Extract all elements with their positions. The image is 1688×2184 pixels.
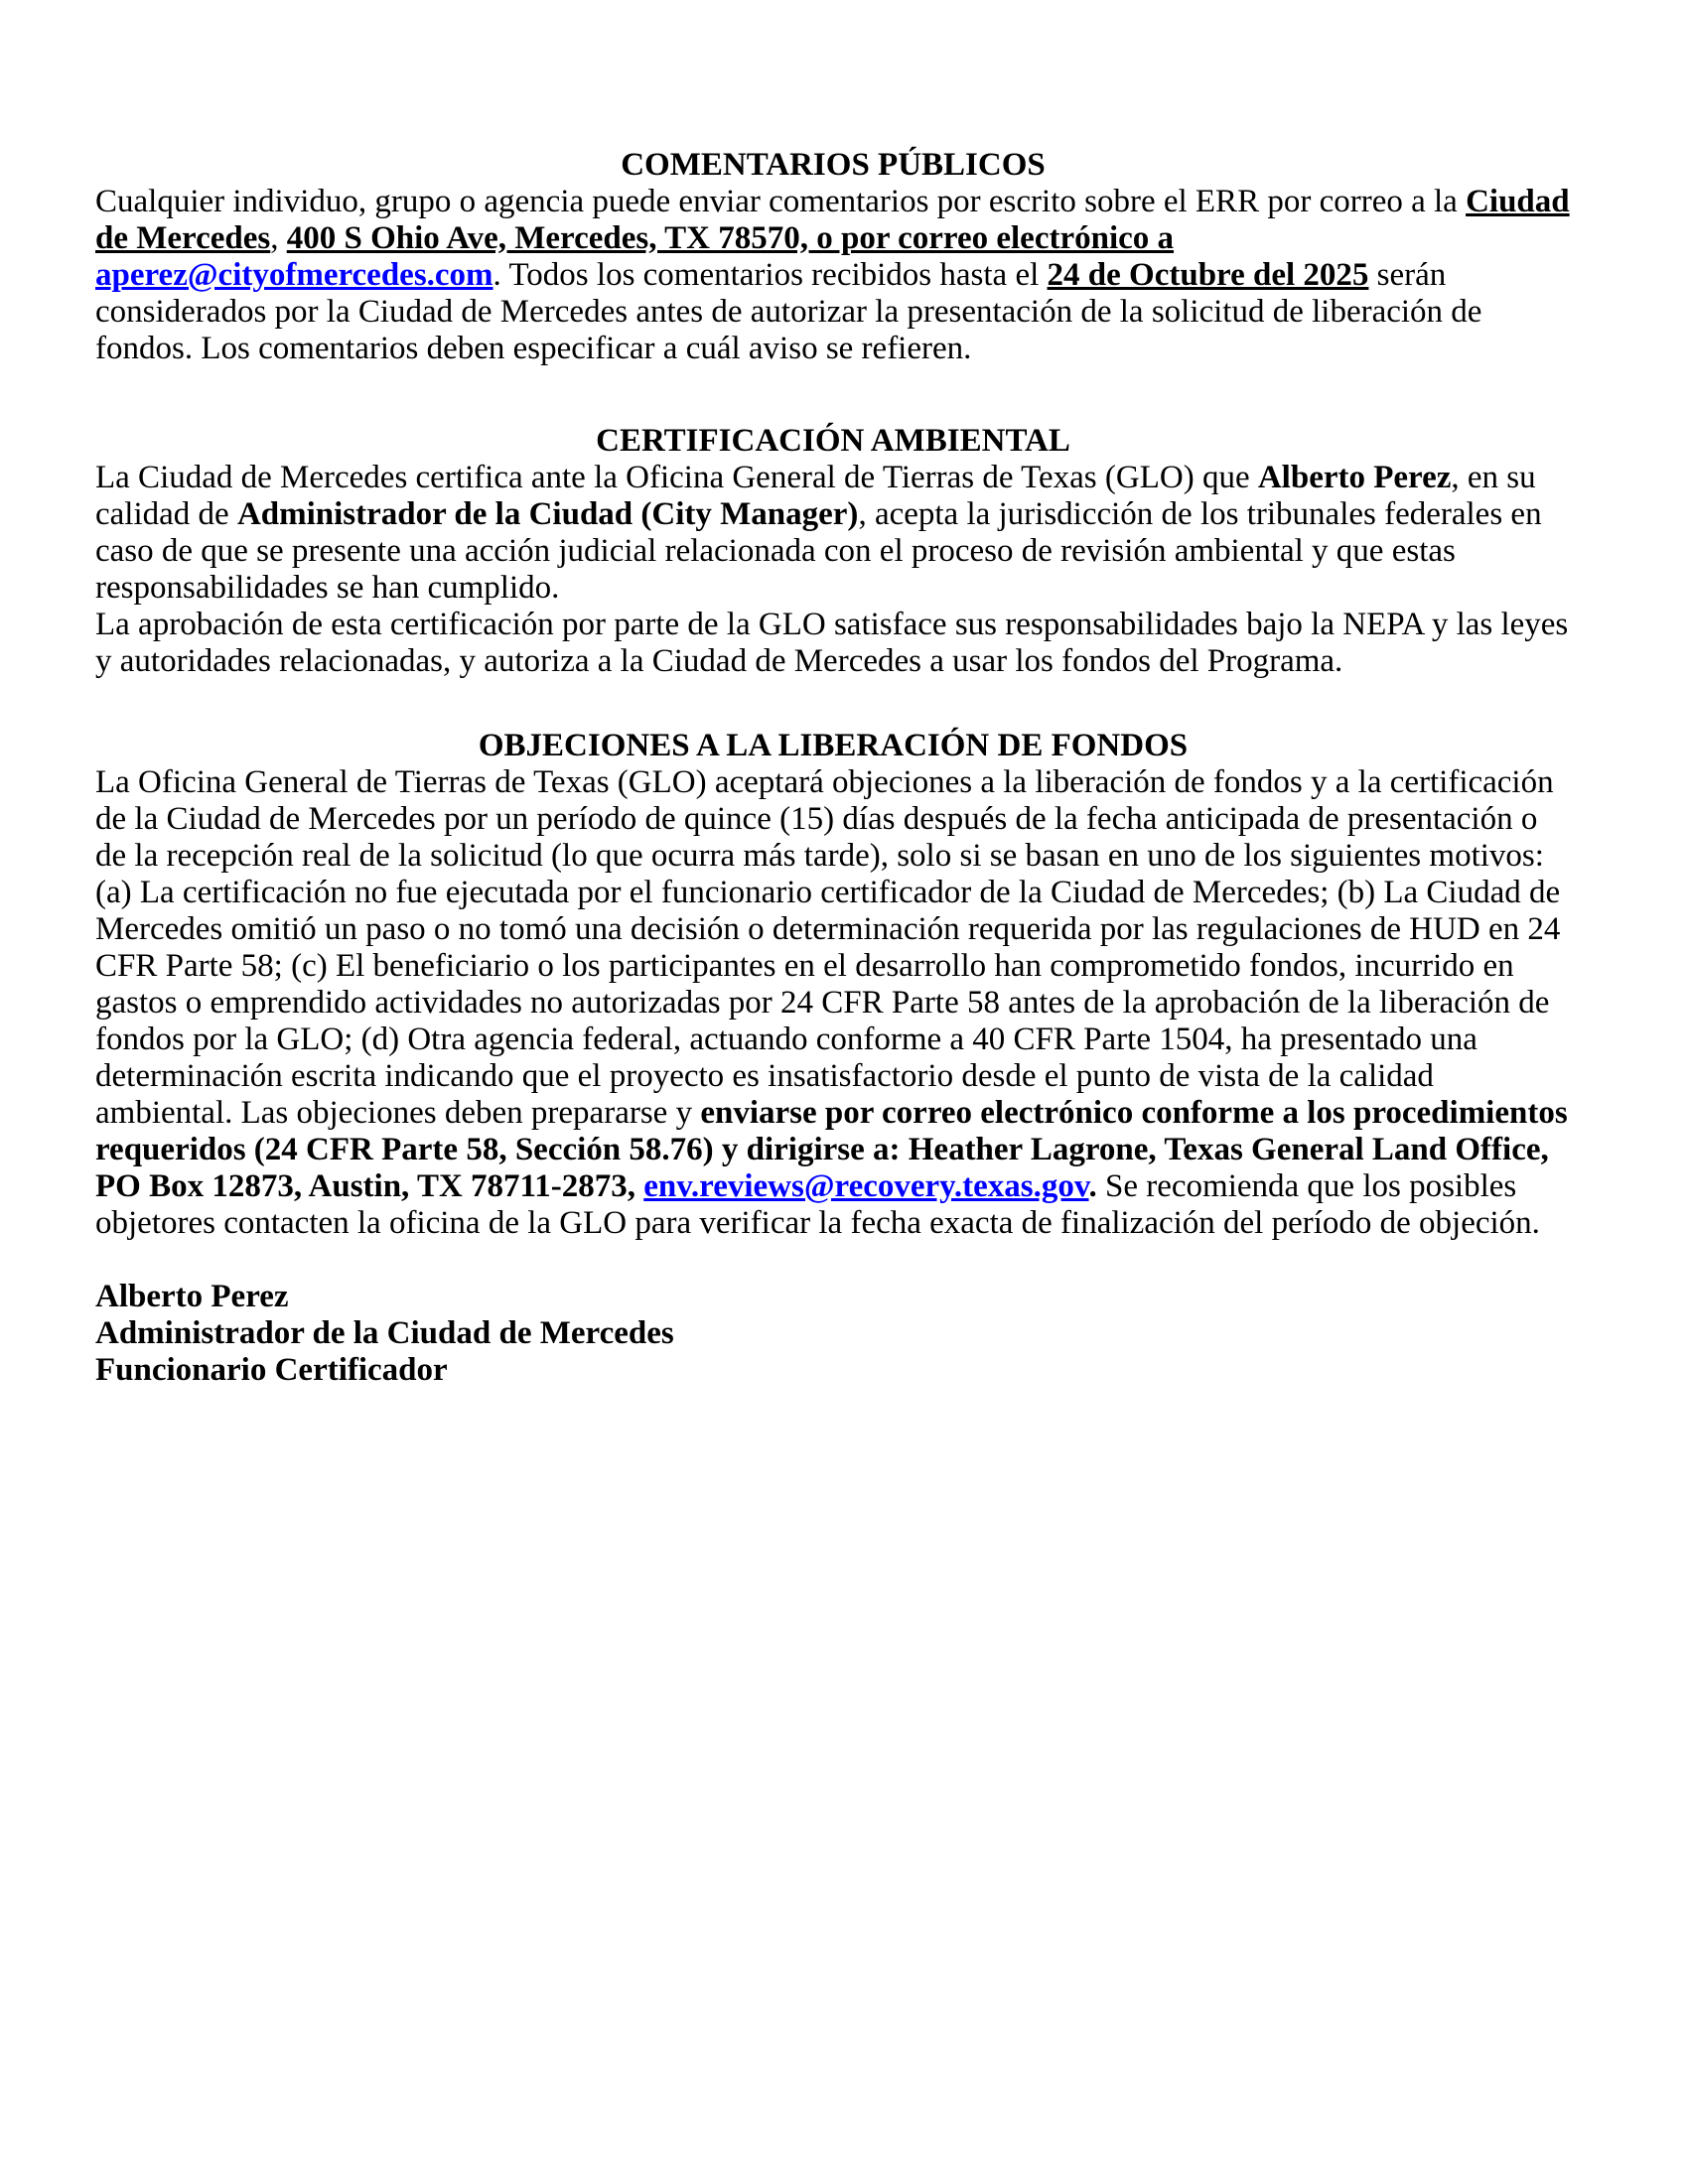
text-segment: serán considerados por la Ciudad de Mercedes antes de autorizar la presentación de la solicitud de liberación de fondos. Los comentarios deben especificar a cuál aviso se refieren. <box>95 257 1482 366</box>
glo-email-link[interactable]: env.reviews@recovery.texas.gov <box>643 1168 1089 1204</box>
mailing-address-emphasis: 400 S Ohio Ave, Mercedes, TX 78570, o por correo electrónico a <box>286 220 1175 256</box>
text-segment: La Oficina General de Tierras de Texas (GLO) aceptará objeciones a la liberación de fondos y a la certificación de la Ciudad de Mercedes por un período de quince (15) días después de la fecha anticipada de presentación o de la recepción real de la solicitud (lo que ocurra más tarde), solo si se basan en uno de los siguientes motivos: (a) La certificación no fue ejecutada por el funcionario certificador de la Ciudad de Mercedes; (b) La Ciudad de Mercedes omitió un paso o no tomó una decisión o determinación requerida por las regulaciones de HUD en 24 CFR Parte 58; (c) El beneficiario o los participantes en el desarrollo han comprometido fondos, incurrido en gastos o emprendido actividades no autorizadas por 24 CFR Parte 58 antes de la aprobación de la liberación de fondos por la GLO; (d) Otra agencia federal, actuando conforme a 40 CFR Parte 1504, ha presentado una determinación escrita indicando que el proyecto es insatisfactorio desde el punto de vista de la calidad ambiental. Las objeciones deben prepararse y <box>95 764 1561 1131</box>
certifying-officer-title: Administrador de la Ciudad (City Manager) <box>236 496 859 532</box>
certification-approval-paragraph <box>95 607 1571 680</box>
text-segment: , acepta la jurisdicción de los tribunales federales en caso de que se presente una acción judicial relacionada con el proceso de revisión ambiental y que estas responsabilidades se han cumplido. <box>95 496 1542 606</box>
objections-paragraph <box>95 764 1571 1242</box>
objections-heading: OBJECIONES A LA LIBERACIÓN DE FONDOS <box>478 728 1189 763</box>
text-segment: La aprobación de esta certificación por parte de la GLO satisface sus responsabilidades bajo la NEPA y las leyes y autoridades relacionadas, y autoriza a la Ciudad de Mercedes a usar los fondos del Programa. <box>95 607 1569 679</box>
objection-submission-instructions: enviarse por correo electrónico conforme a los procedimientos requeridos (24 CFR Parte 58, Sección 58.76) y dirigirse a: Heather Lagrone, Texas General Land Office, PO Box 12873, Austin, TX 78711-2873, <box>95 1095 1568 1204</box>
certification-paragraph <box>95 460 1571 607</box>
text-segment: Se recomienda que los posibles objetores contacten la oficina de la GLO para verificar la fecha exacta de finalización del período de objeción. <box>95 1168 1540 1241</box>
environmental-certification-heading: CERTIFICACIÓN AMBIENTAL <box>596 423 1070 459</box>
certifying-officer-name: Alberto Perez <box>1257 460 1452 495</box>
text-segment: . Todos los comentarios recibidos hasta el <box>492 257 1048 293</box>
text-segment: La Ciudad de Mercedes certifica ante la Oficina General de Tierras de Texas (GLO) que <box>95 460 1258 495</box>
signature-role: Funcionario Certificador <box>95 1352 448 1388</box>
signature-title: Administrador de la Ciudad de Mercedes <box>95 1315 674 1351</box>
text-segment: , en su calidad de <box>95 460 1536 532</box>
public-comments-paragraph <box>95 184 1571 367</box>
city-name-emphasis: Ciudad de Mercedes <box>95 184 1570 256</box>
public-comments-heading: COMENTARIOS PÚBLICOS <box>621 147 1046 183</box>
comment-deadline-emphasis: 24 de Octubre del 2025 <box>1047 257 1369 293</box>
signature-name: Alberto Perez <box>95 1279 289 1314</box>
text-segment: . <box>1088 1168 1097 1204</box>
city-email-link[interactable]: aperez@cityofmercedes.com <box>95 257 493 293</box>
text-segment: , <box>270 220 287 256</box>
text-segment: Cualquier individuo, grupo o agencia puede enviar comentarios por escrito sobre el ERR por correo a la <box>95 184 1467 219</box>
signature-block <box>95 1279 1571 1389</box>
